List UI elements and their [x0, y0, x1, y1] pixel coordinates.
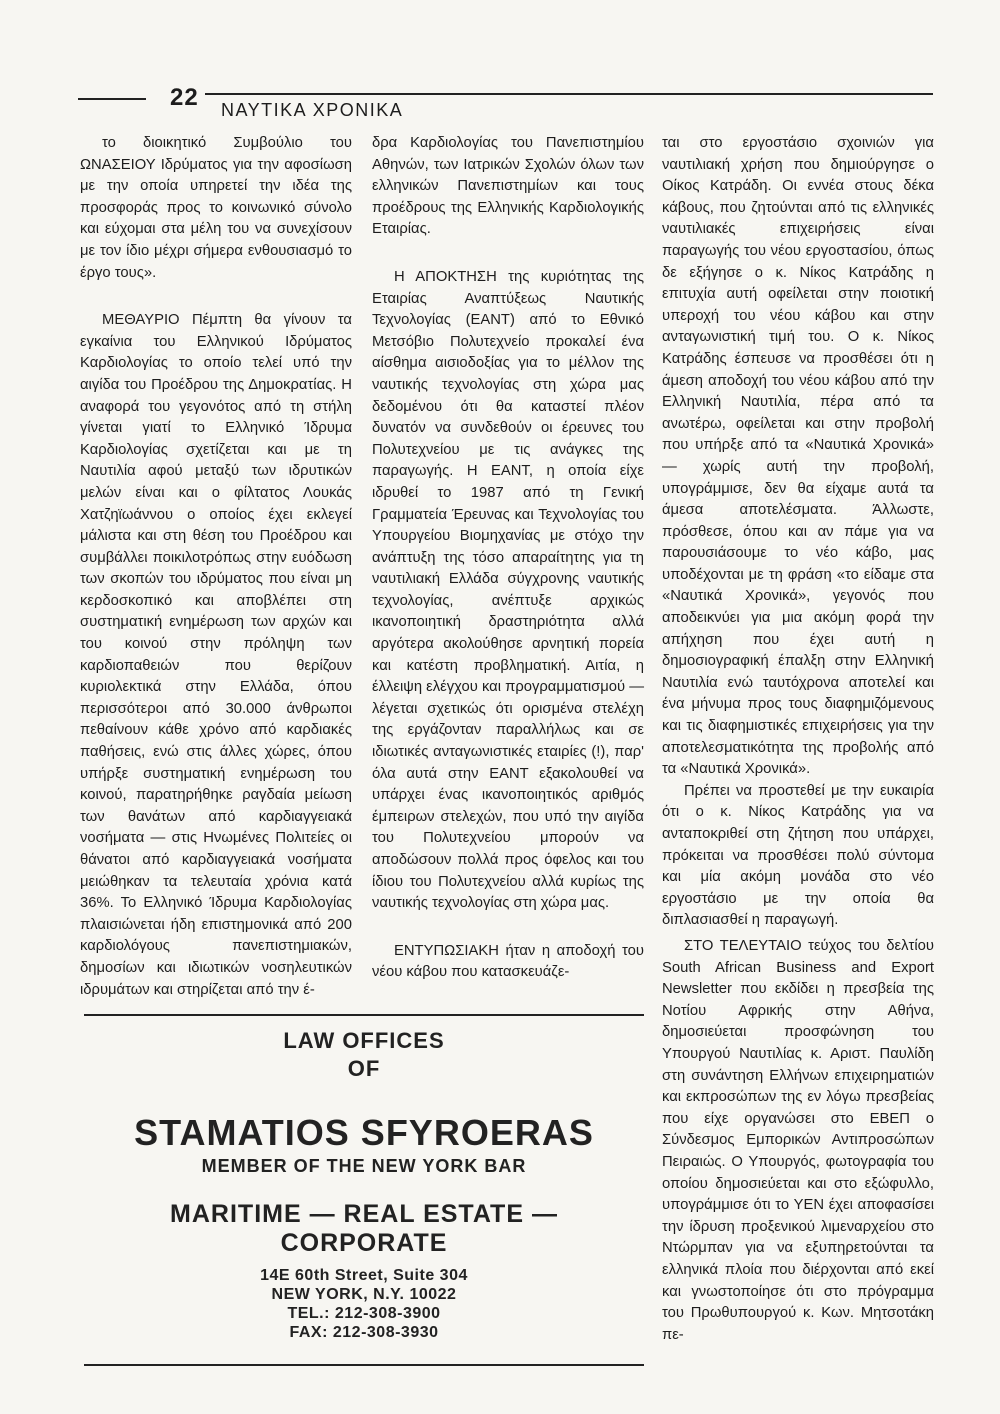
magazine-title: ΝΑΥΤΙΚΑ ΧΡΟΝΙΚΑ: [221, 100, 404, 120]
paragraph: Πρέπει να προστεθεί με την ευκαιρία ότι ο κ. Νίκος Κατράδης για να ανταποκριθεί στη ζήτηση που υπάρχει, πρόκειται να προσθέσει πολύ σύντομα και μία ακόμη μονάδα στο νέο εργοστάσιο με την οποία θα διπλασιασθεί η παραγωγή.: [662, 782, 934, 929]
advert-bottom-rule: [84, 1364, 644, 1366]
paragraph: Η ΑΠΟΚΤΗΣΗ της κυριότητας της Εταιρίας Αναπτύξεως Ναυτικής Τεχνολογίας (ΕΑΝΤ) από το Εθνικό Μετσόβιο Πολυτεχνείο προκαλεί ένα αίσθημα αισιοδοξίας για το μέλλον της ναυτικής τεχνολογίας στη χώρα μας δεδομένου ότι θα καταστεί πλέον δυνατόν να συνδεθούν οι έρευνες του Πολυτεχνείου με τις ανάγκες της παραγωγής. Η ΕΑΝΤ, η οποία είχε ιδρυθεί το 1987 από τη Γενική Γραμματεία Έρευνας και Τεχνολογίας του Υπουργείου Βιομηχανίας με στόχο την ανάπτυξη της τόσο απαραίτητης για τη ναυτιλιακή Ελλάδα σύγχρονης ναυτικής τεχνολογίας, ανέπτυξε αρχικώς ικανοποιητική δραστηριότητα αλλά αργότερα ακολούθησε αρνητική πορεία και κατέστη προβληματική. Αιτία, η έλλειψη ελέγχου και προγραμματισμού — λέγεται σχετικώς ότι ορισμένα στελέχη της εργάζονταν παραλλήλως και σε ιδιωτικές ανταγωνιστικές εταιρίες (!), παρ' όλα αυτά στην ΕΑΝΤ εξακολουθεί να υπάρχει ένας ικανοποιητικός αριθμός έμπειρων στελεχών, που υπό την αιγίδα του Πολυτεχνείου μπορούν να αποδώσουν πολλά προς όφελος και του ίδιου του Πολυτεχνείου αλλά κυρίως της ναυτικής τεχνολογίας στη χώρα μας.: [372, 268, 644, 912]
header-rule-left: [78, 98, 146, 100]
advert-membership: MEMBER OF THE NEW YORK BAR: [201, 1156, 527, 1176]
advert-street: 14E 60th Street, Suite 304: [260, 1267, 468, 1284]
article-column-2: [372, 133, 644, 984]
advert-practice-areas: MARITIME — REAL ESTATE — CORPORATE: [170, 1200, 558, 1257]
paragraph: δρα Καρδιολογίας του Πανεπιστημίου Αθηνών, των Ιατρικών Σχολών όλων των ελληνικών Πανεπιστημίων και τους προέδρους της Ελληνικής Καρδιολογικής Εταιρίας.: [372, 135, 644, 238]
page-number: 22: [170, 84, 199, 111]
paragraph: ΕΝΤΥΠΩΣΙΑΚΗ ήταν η αποδοχή του νέου κάβου που κατασκευάζε-: [372, 942, 644, 981]
advert-lawyer-name: STAMATIOS SFYROERAS: [134, 1112, 594, 1153]
article-column-3-lower: [662, 936, 934, 1346]
article-column-1: [80, 133, 352, 1001]
paragraph: ΣΤΟ ΤΕΛΕΥΤΑΙΟ τεύχος του δελτίου South African Business and Export Newsletter που εκδίδει η πρεσβεία της Νοτίου Αφρικής στην Αθήνα, δημοσιεύεται προσφώνηση του Υπουργού Ναυτιλίας κ. Αριστ. Παυλίδη στη συνάντηση Ελλήνων επιχειρηματιών και εκπροσώπων της εν λόγω πρεσβείας που είχε οργανώσει στο ΕΒΕΠ ο Σύνδεσμος Εμπορικών Αντιπροσώπων Πειραιώς. Ο Υπουργός, φωτογραφία του οποίου δημοσιεύεται και στο εξώφυλλο, υπογράμμισε ότι το ΥΕΝ έχει αποφασίσει την ίδρυση προξενικού λιμεναρχείου στο Ντώρμπαν για να εξυπηρετούνται τα ελληνικά πλοία που διέρχονται από εκεί και γνωστοποίησε ότι στο πρόγραμμα του Πρωθυπουργού κ. Κων. Μητσοτάκη πε-: [662, 938, 934, 1343]
advert-fax: FAX: 212-308-3930: [289, 1324, 439, 1341]
advert-contact: [84, 1266, 644, 1342]
paragraph: ΜΕΘΑΥΡΙΟ Πέμπτη θα γίνουν τα εγκαίνια του Ελληνικού Ιδρύματος Καρδιολογίας το οποίο τελεί υπό την αιγίδα του Προέδρου της Δημοκρατίας. Η αναφορά του γεγονότος από τη στήλη γίνεται γιατί το Ελληνικό Ίδρυμα Καρδιολογίας σχετίζεται και με τη Ναυτιλία αφού μεταξύ των ιδρυτικών μελών είναι και ο φίλτατος Λουκάς Χατζηϊωάννου ο οποίος έχει εκλεγεί μάλιστα και στη θέση του Προέδρου και συμβάλλει ποικιλοτρόπως στην ευόδωση των σκοπών του ιδρύματος που είναι μη κερδοσκοπικό και αποβλέπει στη συστηματική ενημέρωση των αρχών και του κοινού στην πρόληψη των καρδιοπαθειών που θερίζουν κυριολεκτικά στην Ελλάδα, όπου περισσότεροι από 30.000 άνθρωποι πεθαίνουν κάθε χρόνο από καρδιακές παθήσεις, ενώ στις άλλες χώρες, όπου υπήρξε συστηματική ενημέρωση του κοινού, παρατηρήθηκε ραγδαία μείωση των θανάτων από καρδιαγγειακά νοσήματα — στις Ηνωμένες Πολιτείες οι θάνατοι από καρδιαγγειακά νοσήματα μειώθηκαν τα τελευταία χρόνια κατά 36%. Το Ελληνικό Ίδρυμα Καρδιολογίας πλαισιώνεται ήδη επιστημονικά από 200 καρδιολόγους πανεπιστημιακών, δημοσίων και ιδιωτικών νοσηλευτικών ιδρυμάτων και στηρίζεται από την έ-: [80, 312, 352, 998]
advert-heading-of: OF: [347, 1056, 381, 1081]
advert-city: NEW YORK, N.Y. 10022: [271, 1286, 457, 1303]
paragraph: ται στο εργοστάσιο σχοινιών για ναυτιλιακή χρήση που δημιούργησε ο Οίκος Κατράδη. Οι εννέα στους δέκα κάβους, που ζητούνται από τις ελληνικές ναυτιλιακές επιχειρήσεις είναι παραγωγής του νέου εργοστασίου, όπως δε εξήγησε ο κ. Νίκος Κατράδης η επιτυχία αυτή οφείλεται στην ποιοτική υπεροχή του νέου κάβου και στην ανταγωνιστική τιμή του. Ο κ. Νίκος Κατράδης έσπευσε να προσθέσει ότι η άμεση αποδοχή του νέου κάβου από την Ελληνική Ναυτιλία, πέρα από τα ανωτέρω, οφείλεται και στην προβολή που υπήρξε από τα «Ναυτικά Χρονικά» — χωρίς αυτή την προβολή, υπογράμμισε, δεν θα είχαμε αυτά τα άμεσα αποτελέσματα. Άλλωστε, πρόσθεσε, όπου και αν πάμε για να παρουσιάσουμε το νέο κάβο, μας υποδέχονται με τη φράση «το είδαμε στα «Ναυτικά Χρονικά», γεγονός που αποδεικνύει για μια ακόμη φορά την απήχηση που έχει αυτή η δημοσιογραφική έπαλξη στην Ελληνική Ναυτιλία ενώ ταυτόχρονα αποτελεί και ένα μήνυμα προς τους διαφημιζόμενους και τις διαφημιστικές επιχειρήσεις για την αποτελεσματικότητα της προβολής από τα «Ναυτικά Χρονικά».: [662, 135, 934, 778]
advert-telephone: TEL.: 212-308-3900: [287, 1305, 441, 1322]
header-rule-right: [205, 93, 933, 95]
advert-top-rule: [84, 1014, 644, 1016]
article-column-3: [662, 133, 934, 932]
paragraph: το διοικητικό Συμβούλιο του ΩΝΑΣΕΙΟΥ Ιδρύματος για την αφοσίωση με την οποία υπηρετεί την ιδέα της προσφοράς προς το κοινωνικό σύνολο και εύχομαι στα μέλη του να συνεχίσουν με τον ίδιο μέχρι σήμερα ενθουσιασμό το έργο τους».: [80, 135, 352, 281]
advert-heading: LAW OFFICES: [283, 1028, 445, 1053]
